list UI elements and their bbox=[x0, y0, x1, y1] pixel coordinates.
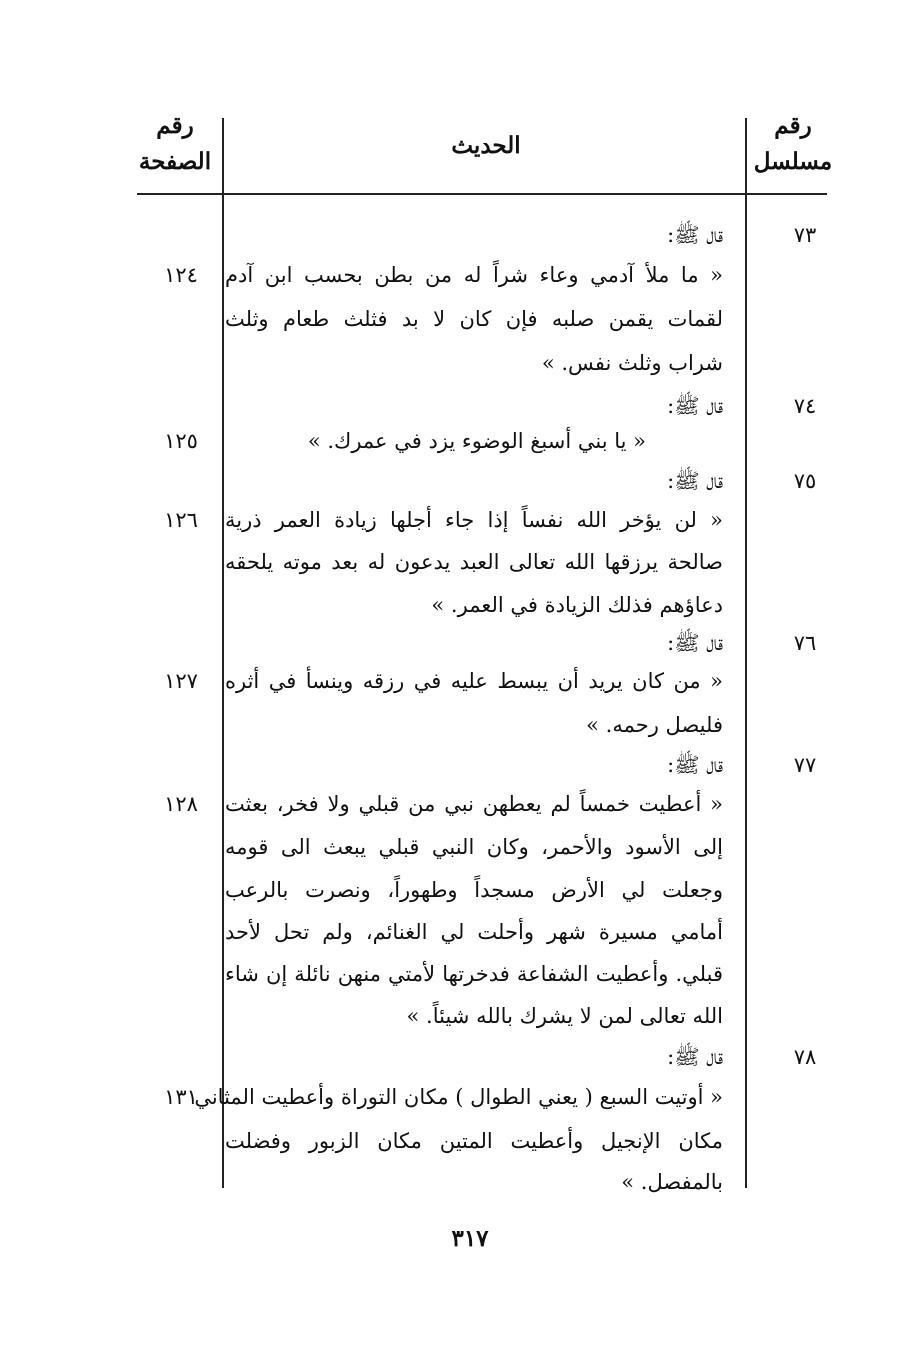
header-rule bbox=[137, 193, 827, 195]
hadith-line: بالمفصل. » bbox=[621, 1170, 723, 1194]
hadith-intro: قال ﷺ: bbox=[667, 223, 723, 247]
serial-number: ٧٣ bbox=[793, 223, 817, 247]
hadith-line: « لن يؤخر الله نفساً إذا جاء أجلها زيادة العمر ذرية bbox=[225, 508, 723, 532]
hadith-line: الله تعالى لمن لا يشرك بالله شيئاً. » bbox=[406, 1004, 723, 1028]
serial-number: ٧٦ bbox=[793, 631, 817, 655]
serial-number-header bbox=[752, 108, 834, 180]
hadith-line: « من كان يريد أن يبسط عليه في رزقه وينسأ في أثره bbox=[225, 669, 723, 693]
hadith-line: قبلي. وأعطيت الشفاعة فدخرتها لأمتي منهن نائلة إن شاء bbox=[225, 962, 723, 986]
page-reference: ١٢٦ bbox=[164, 508, 198, 532]
hadith-header: الحديث bbox=[451, 132, 521, 159]
hadith-line: وجعلت لي الأرض مسجداً وطهوراً، ونصرت بالرعب bbox=[225, 878, 723, 902]
hadith-intro: قال ﷺ: bbox=[667, 1045, 723, 1069]
page-reference: ١٢٧ bbox=[164, 669, 198, 693]
hadith-intro: قال ﷺ: bbox=[667, 469, 723, 493]
hadith-line: « ما ملأ آدمي وعاء شراً له من بطن بحسب ابن آدم bbox=[225, 263, 723, 287]
serial-header-line-2: مسلسل bbox=[753, 148, 833, 175]
serial-number: ٧٨ bbox=[793, 1045, 817, 1069]
hadith-line: مكان الإنجيل وأعطيت المتين مكان الزبور وفضلت bbox=[225, 1129, 723, 1153]
hadith-line: فليصل رحمه. » bbox=[586, 713, 723, 737]
page-column-divider bbox=[222, 118, 224, 1188]
hadith-line: « أوتيت السبع ( يعني الطوال ) مكان التوراة وأعطيت المثاني bbox=[194, 1085, 723, 1109]
page-header-line-1: رقم bbox=[156, 112, 194, 139]
page-reference: ١٢٤ bbox=[164, 263, 198, 287]
serial-number: ٧٥ bbox=[793, 469, 817, 493]
serial-header-line-1: رقم bbox=[774, 112, 812, 139]
hadith-line: شراب وثلث نفس. » bbox=[541, 351, 723, 375]
serial-number: ٧٧ bbox=[793, 753, 817, 777]
page-number: ٣١٧ bbox=[451, 1225, 489, 1252]
hadith-line: « أعطيت خمساً لم يعطهن نبي من قبلي ولا فخر، بعثت bbox=[225, 792, 723, 816]
hadith-line: أمامي مسيرة شهر وأحلت لي الغنائم، ولم تحل لأحد bbox=[225, 920, 723, 944]
page-reference: ١٢٥ bbox=[164, 429, 198, 453]
hadith-line: « يا بني أسبغ الوضوء يزد في عمرك. » bbox=[307, 429, 646, 453]
page-reference: ١٢٨ bbox=[164, 792, 198, 816]
hadith-intro: قال ﷺ: bbox=[667, 753, 723, 777]
serial-number: ٧٤ bbox=[793, 394, 817, 418]
hadith-intro: قال ﷺ: bbox=[667, 631, 723, 655]
page-header-line-2: الصفحة bbox=[138, 148, 212, 175]
hadith-line: دعاؤهم فذلك الزيادة في العمر. » bbox=[431, 593, 723, 617]
page-number-header bbox=[130, 108, 220, 180]
hadith-line: صالحة يرزقها الله تعالى العبد يدعون له بعد موته يلحقه bbox=[225, 550, 723, 574]
hadith-line: إلى الأسود والأحمر، وكان النبي قبلي يبعث الى قومه bbox=[225, 835, 723, 859]
page-reference: ١٣١ bbox=[164, 1085, 198, 1109]
hadith-line: لقمات يقمن صلبه فإن كان لا بد فثلث طعام وثلث bbox=[225, 307, 723, 331]
serial-column-divider bbox=[745, 118, 747, 1188]
hadith-intro: قال ﷺ: bbox=[667, 394, 723, 418]
